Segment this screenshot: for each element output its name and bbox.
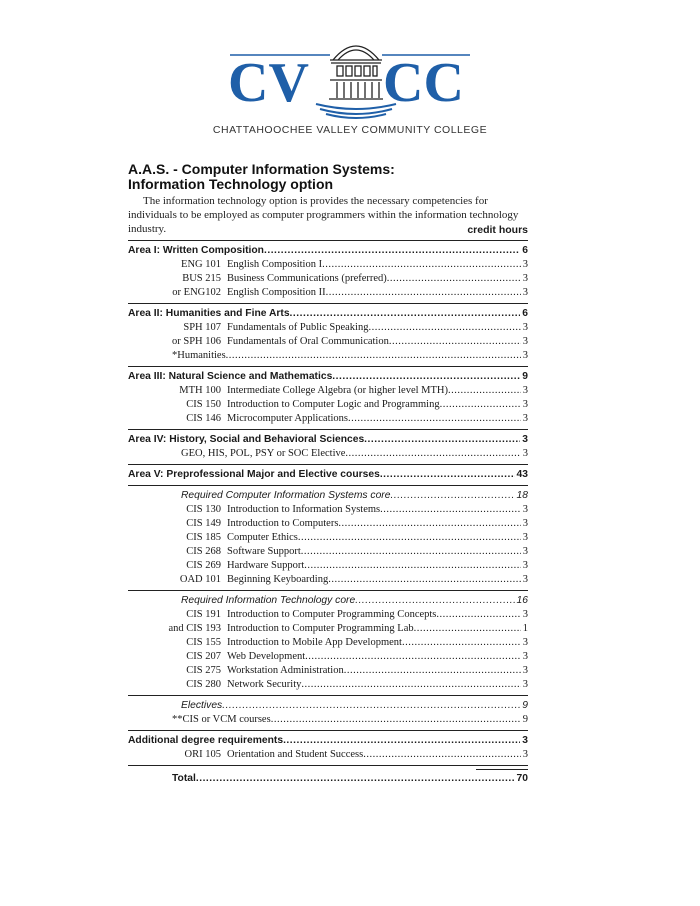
dot-leader — [332, 370, 520, 384]
course-code: CIS 130 — [186, 504, 221, 515]
dot-leader — [402, 636, 521, 650]
intro-text: The information technology option is provides the necessary competencies for individuals to be employed as computer programmers within the information technology industry. — [128, 195, 519, 235]
dot-leader — [348, 412, 521, 426]
row-label: Web Development — [227, 651, 306, 662]
credit-hours: 3 — [522, 637, 528, 648]
course-row — [128, 335, 528, 349]
credit-hours: 18 — [516, 490, 528, 501]
dot-leader — [301, 678, 520, 692]
row-label: Network Security — [227, 679, 302, 690]
total-rule — [476, 769, 528, 770]
credit-hours: 70 — [516, 773, 528, 784]
credit-hours: 3 — [522, 350, 528, 361]
course-row — [128, 545, 528, 559]
course-row — [128, 412, 528, 426]
divider — [128, 765, 528, 766]
note-row — [128, 713, 528, 727]
row-label: Business Communications (preferred) — [227, 273, 387, 284]
row-label: Total — [172, 773, 196, 784]
course-row — [128, 398, 528, 412]
dot-leader — [389, 335, 521, 349]
dot-leader — [283, 734, 520, 748]
course-code: CIS 150 — [186, 399, 221, 410]
dot-leader — [196, 772, 515, 786]
row-label: Introduction to Computer Logic and Programming — [227, 399, 440, 410]
course-code: BUS 215 — [182, 273, 221, 284]
dot-leader — [328, 573, 521, 587]
dot-leader — [298, 531, 521, 545]
credit-hours: 3 — [522, 665, 528, 676]
course-row — [128, 503, 528, 517]
course-code: OAD 101 — [179, 574, 221, 585]
row-label: Software Support — [227, 546, 301, 557]
course-row — [128, 447, 528, 461]
credit-hours: 3 — [522, 532, 528, 543]
credit-hours: 3 — [522, 336, 528, 347]
area-heading — [128, 433, 528, 447]
dot-leader — [305, 650, 521, 664]
row-label: Microcomputer Applications — [227, 413, 349, 424]
dot-leader — [380, 468, 515, 482]
divider — [128, 429, 528, 430]
credit-hours: 9 — [522, 714, 528, 725]
course-code: CIS 275 — [186, 665, 221, 676]
row-label: Area V: Preprofessional Major and Elective courses — [128, 469, 380, 480]
credit-hours: 6 — [522, 245, 528, 256]
divider — [128, 590, 528, 591]
credit-hours: 3 — [522, 448, 528, 459]
course-row — [128, 286, 528, 300]
credit-hours: 3 — [522, 749, 528, 760]
rotunda-building-icon — [329, 46, 383, 99]
row-label: Introduction to Computer Programming Lab — [227, 623, 414, 634]
area-heading — [128, 370, 528, 384]
course-row — [128, 559, 528, 573]
credit-hours: 3 — [522, 518, 528, 529]
dot-leader — [226, 349, 521, 363]
dot-leader — [345, 447, 520, 461]
dot-leader — [414, 622, 521, 636]
row-label: Fundamentals of Public Speaking — [227, 322, 369, 333]
credit-hours: 3 — [522, 287, 528, 298]
course-code: CIS 207 — [186, 651, 221, 662]
credit-hours: 3 — [522, 273, 528, 284]
divider — [128, 366, 528, 367]
course-code: ORI 105 — [184, 749, 221, 760]
program-title — [128, 162, 395, 192]
program-title-line2: Information Technology option — [128, 176, 334, 192]
course-row — [128, 748, 528, 762]
course-code: MTH 100 — [179, 385, 221, 396]
row-label: Area III: Natural Science and Mathematics — [128, 371, 333, 382]
course-code: or SPH 106 — [171, 336, 221, 347]
course-code: and CIS 193 — [168, 623, 221, 634]
electives-heading — [128, 699, 528, 713]
course-code: ENG 101 — [181, 259, 221, 270]
row-label: Workstation Administration — [227, 665, 344, 676]
credit-hours: 43 — [516, 469, 528, 480]
row-label: Required Computer Information Systems core — [181, 490, 391, 501]
course-row — [128, 678, 528, 692]
area-heading — [128, 307, 528, 321]
course-code: SPH 107 — [183, 322, 221, 333]
course-row — [128, 573, 528, 587]
dot-leader — [436, 608, 520, 622]
dot-leader — [322, 258, 521, 272]
credit-hours: 16 — [516, 595, 528, 606]
credit-hours: 3 — [522, 322, 528, 333]
credit-hours: 3 — [522, 504, 528, 515]
row-label: Introduction to Computer Programming Concepts — [227, 609, 437, 620]
course-code: CIS 191 — [186, 609, 221, 620]
course-row — [128, 272, 528, 286]
row-label: Fundamentals of Oral Communication — [227, 336, 389, 347]
row-label: Beginning Keyboarding — [227, 574, 329, 585]
credit-hours: 9 — [522, 700, 528, 711]
course-code: CIS 268 — [186, 546, 221, 557]
credit-hours: 9 — [522, 371, 528, 382]
dot-leader — [368, 321, 520, 335]
area-heading — [128, 468, 528, 482]
dot-leader — [390, 489, 514, 503]
curriculum-table — [128, 237, 528, 786]
dot-leader — [364, 433, 520, 447]
course-code: CIS 185 — [186, 532, 221, 543]
course-code: CIS 155 — [186, 637, 221, 648]
dot-leader — [387, 272, 521, 286]
row-label: Area I: Written Composition — [128, 245, 264, 256]
credit-hours: 3 — [522, 546, 528, 557]
college-name: CHATTAHOOCHEE VALLEY COMMUNITY COLLEGE — [212, 124, 488, 136]
credit-hours: 6 — [522, 308, 528, 319]
row-label: Required Information Technology core — [181, 595, 356, 606]
program-title-line1: A.A.S. - Computer Information Systems: — [128, 161, 395, 177]
credit-hours: 3 — [522, 385, 528, 396]
credit-hours: 3 — [522, 259, 528, 270]
row-label: English Composition I — [227, 259, 323, 270]
credit-hours: 3 — [522, 574, 528, 585]
credit-hours: 3 — [522, 735, 528, 746]
credit-hours: 3 — [522, 609, 528, 620]
credit-hours: 3 — [522, 560, 528, 571]
credit-hours-header: credit hours — [467, 224, 528, 236]
water-ripple-icon — [316, 104, 396, 118]
core-heading — [128, 594, 528, 608]
course-row — [128, 608, 528, 622]
course-row — [128, 664, 528, 678]
course-row — [128, 650, 528, 664]
course-row — [128, 384, 528, 398]
course-code: CIS 269 — [186, 560, 221, 571]
course-row — [128, 622, 528, 636]
dot-leader — [338, 517, 520, 531]
area-heading — [128, 734, 528, 748]
row-label: GEO, HIS, POL, PSY or SOC Elective — [181, 448, 346, 459]
credit-hours: 1 — [522, 623, 528, 634]
course-row — [128, 531, 528, 545]
credit-hours: 3 — [522, 413, 528, 424]
note-row — [128, 349, 528, 363]
credit-hours: 3 — [522, 651, 528, 662]
course-code: CIS 146 — [186, 413, 221, 424]
row-label: **CIS or VCM courses — [172, 714, 271, 725]
course-code: CIS 149 — [186, 518, 221, 529]
divider — [128, 730, 528, 731]
dot-leader — [304, 559, 520, 573]
course-row — [128, 636, 528, 650]
row-label: Area IV: History, Social and Behavioral Sciences — [128, 434, 365, 445]
total-row — [128, 772, 528, 786]
course-code: CIS 280 — [186, 679, 221, 690]
course-row — [128, 517, 528, 531]
dot-leader — [363, 748, 521, 762]
dot-leader — [344, 664, 521, 678]
row-label: Introduction to Information Systems — [227, 504, 381, 515]
dot-leader — [264, 244, 520, 258]
row-label: *Humanities — [172, 350, 226, 361]
row-label: Intermediate College Algebra (or higher level MTH) — [227, 385, 449, 396]
credit-hours: 3 — [522, 434, 528, 445]
dot-leader — [380, 503, 521, 517]
area-heading — [128, 244, 528, 258]
row-label: Orientation and Student Success — [227, 749, 364, 760]
divider — [128, 240, 528, 241]
dot-leader — [271, 713, 521, 727]
dot-leader — [448, 384, 521, 398]
credit-hours: 3 — [522, 399, 528, 410]
row-label: Electives — [181, 700, 223, 711]
dot-leader — [440, 398, 521, 412]
divider — [128, 695, 528, 696]
row-label: English Composition II — [227, 287, 326, 298]
row-label: Introduction to Computers — [227, 518, 339, 529]
row-label: Hardware Support — [227, 560, 305, 571]
dot-leader — [301, 545, 521, 559]
logo-letters-left: CV — [228, 52, 309, 114]
course-row — [128, 321, 528, 335]
dot-leader — [222, 699, 520, 713]
row-label: Additional degree requirements — [128, 735, 284, 746]
dot-leader — [326, 286, 521, 300]
divider — [128, 485, 528, 486]
logo-letters-right: CC — [383, 52, 464, 114]
credit-hours: 3 — [522, 679, 528, 690]
course-row — [128, 258, 528, 272]
row-label: Computer Ethics — [227, 532, 298, 543]
dot-leader — [355, 594, 514, 608]
dot-leader — [290, 307, 521, 321]
divider — [128, 464, 528, 465]
course-code: or ENG102 — [172, 287, 221, 298]
row-label: Area II: Humanities and Fine Arts — [128, 308, 290, 319]
core-heading — [128, 489, 528, 503]
divider — [128, 303, 528, 304]
row-label: Introduction to Mobile App Development — [227, 637, 402, 648]
